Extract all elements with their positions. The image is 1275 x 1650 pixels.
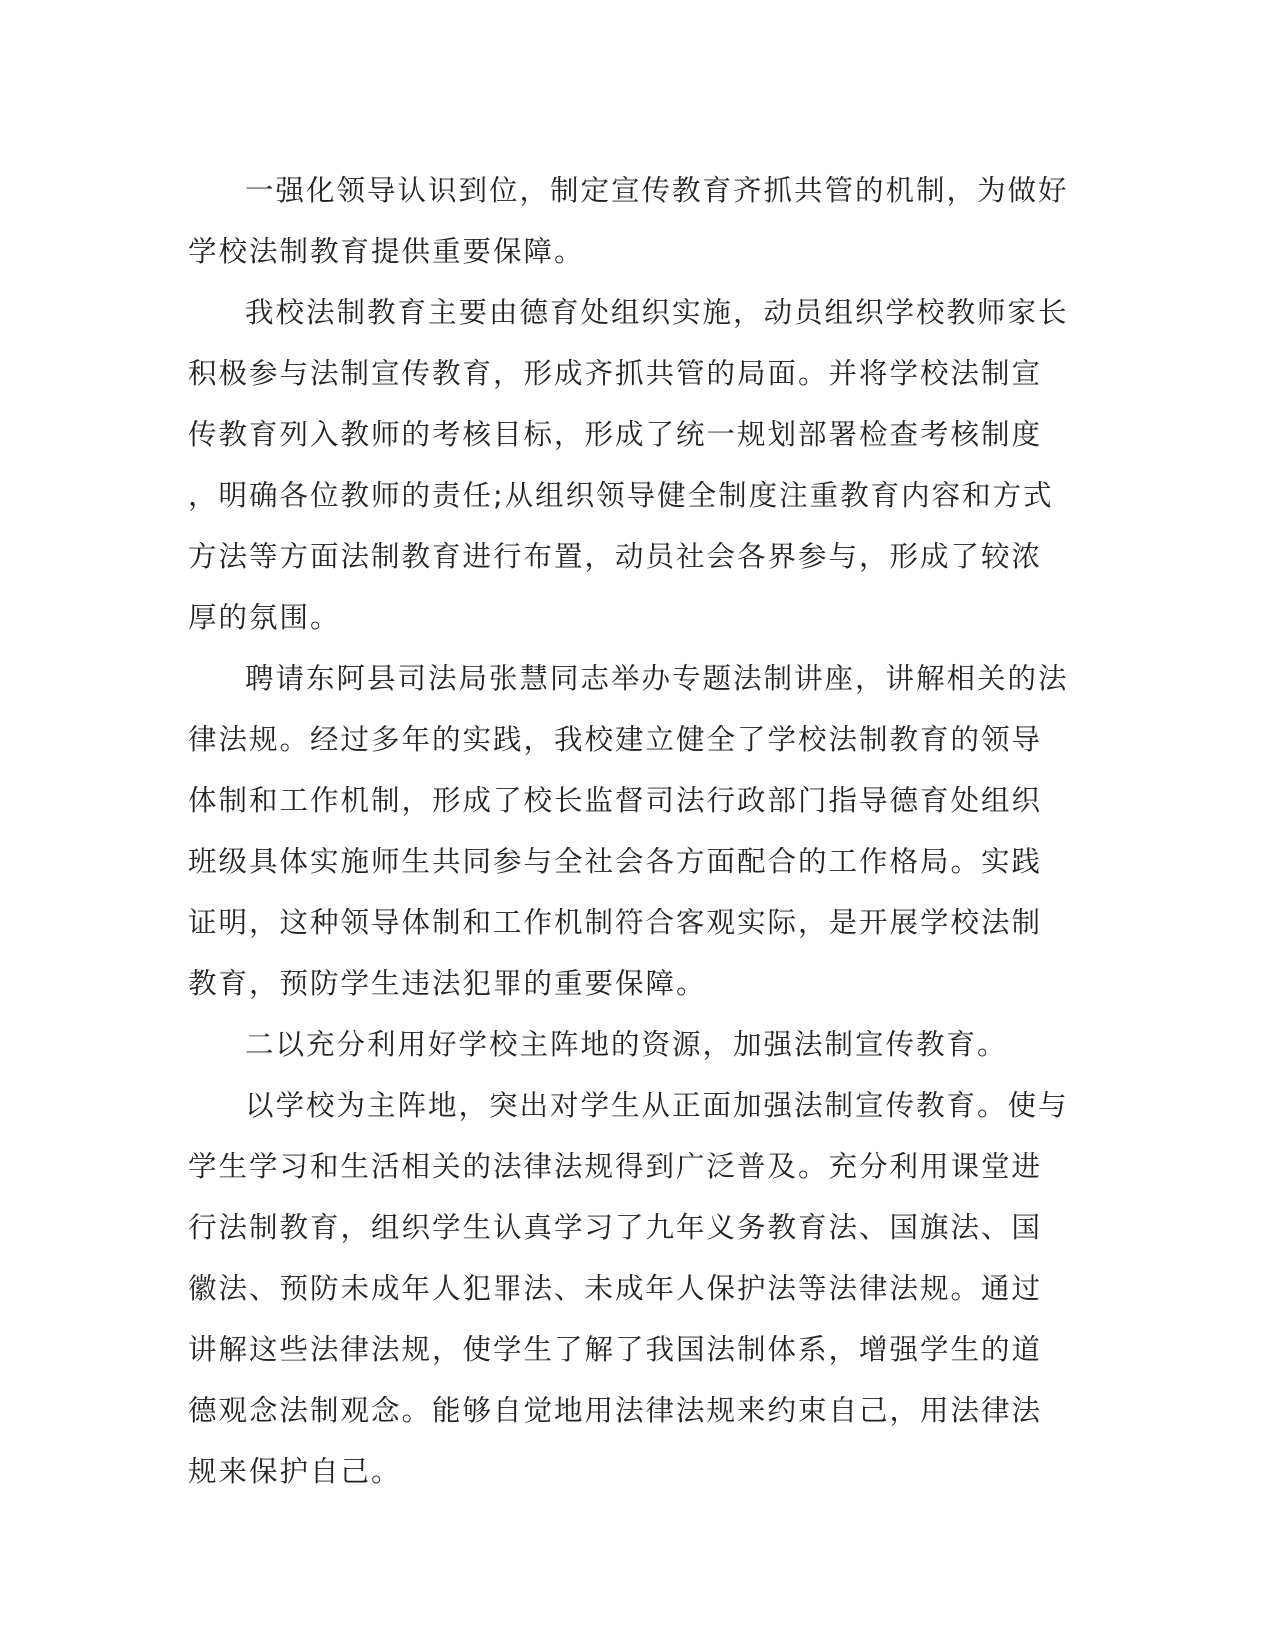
paragraph-4: 二以充分利用好学校主阵地的资源，加强法制宣传教育。	[245, 1028, 1008, 1061]
document-body	[188, 160, 1070, 1502]
paragraph-2: 我校法制教育主要由德育处组织实施，动员组织学校教师家长积极参与法制宣传教育，形成齐抓共管的局面。并将学校法制宣传教育列入教师的考核目标，形成了统一规划部署检查考核制度，明确各位教师的责任;从组织领导健全制度注重教育内容和方式方法等方面法制教育进行布置，动员社会各界参与，形成了较浓厚的氛围。	[188, 296, 1069, 634]
paragraph-3: 聘请东阿县司法局张慧同志举办专题法制讲座，讲解相关的法律法规。经过多年的实践，我校建立健全了学校法制教育的领导体制和工作机制，形成了校长监督司法行政部门指导德育处组织班级具体实施师生共同参与全社会各方面配合的工作格局。实践证明，这种领导体制和工作机制符合客观实际，是开展学校法制教育，预防学生违法犯罪的重要保障。	[188, 662, 1069, 1000]
paragraph-5: 以学校为主阵地，突出对学生从正面加强法制宣传教育。使与学生学习和生活相关的法律法规得到广泛普及。充分利用课堂进行法制教育，组织学生认真学习了九年义务教育法、国旗法、国徽法、预防未成年人犯罪法、未成年人保护法等法律法规。通过讲解这些法律法规，使学生了解了我国法制体系，增强学生的道德观念法制观念。能够自觉地用法律法规来约束自己，用法律法规来保护自己。	[188, 1089, 1069, 1488]
paragraph-1: 一强化领导认识到位，制定宣传教育齐抓共管的机制，为做好学校法制教育提供重要保障。	[188, 174, 1069, 268]
